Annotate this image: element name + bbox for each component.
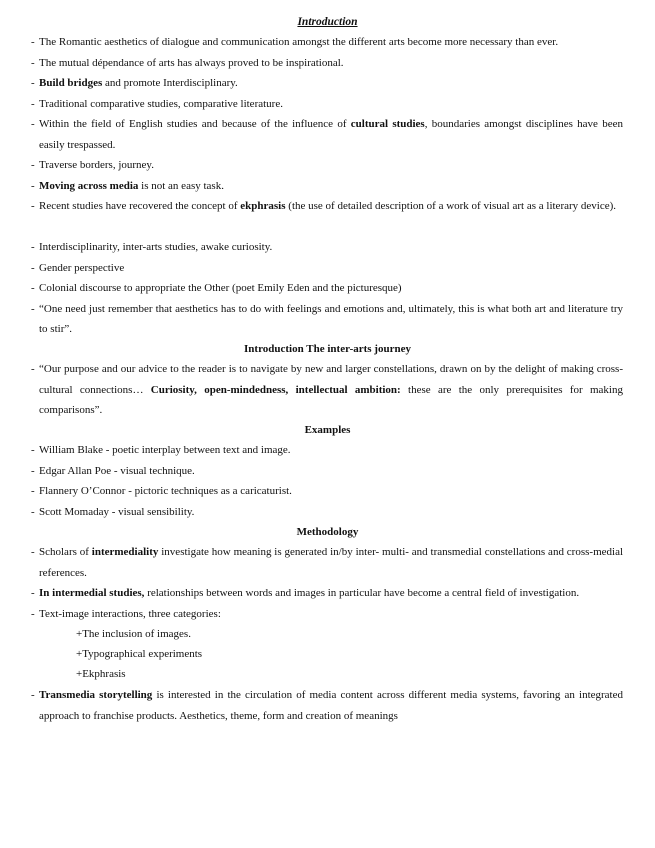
list-item: - Scholars of intermediality investigate how meaning is generated in/by inter- multi- and transmedial constellations and cross-medial references. bbox=[31, 546, 624, 579]
list-item: - Recent studies have recovered the concept of ekphrasis (the use of detailed description of a work of visual art as a literary device). bbox=[31, 200, 617, 212]
list-item: - “Our purpose and our advice to the reader is to navigate by new and larger constellations, drawn on by the delight of making cross-cultural connections… Curiosity, open-mindedness, intellectual ambition: these are the only prerequisites for making comparisons”. bbox=[31, 363, 623, 416]
list-item: - Flannery O’Connor - pictoric techniques as a caricaturist. bbox=[31, 485, 292, 497]
list-item: - “One need just remember that aesthetics has to do with feelings and emotions and, ultimately, this is what both art and literature try to stir”. bbox=[31, 302, 623, 335]
list-item: - William Blake - poetic interplay between text and image. bbox=[31, 444, 291, 456]
list-item: - Scott Momaday - visual sensibility. bbox=[31, 505, 195, 518]
list-item: - Interdisciplinarity, inter-arts studies, awake curiosity. bbox=[31, 241, 273, 253]
list-item: - Moving across media is not an easy task. bbox=[31, 179, 224, 192]
list-item: - Within the field of English studies and because of the influence of cultural studies, boundaries amongst disciplines have been easily trespassed. bbox=[31, 118, 623, 151]
category-item: +The inclusion of images. bbox=[76, 627, 191, 640]
list-item: - The mutual dépendance of arts has always proved to be inspirational. bbox=[31, 56, 344, 69]
section-heading-inter-arts: Introduction The inter-arts journey bbox=[244, 343, 411, 355]
list-item: - In intermedial studies, relationships between words and images in particular have become a central field of investigation. bbox=[31, 587, 580, 599]
list-item: - Build bridges and promote Interdisciplinary. bbox=[31, 77, 238, 89]
list-item: - Traditional comparative studies, comparative literature. bbox=[31, 97, 283, 110]
section-heading-examples: Examples bbox=[304, 424, 351, 436]
category-item: +Typographical experiments bbox=[76, 647, 203, 660]
list-item: - The Romantic aesthetics of dialogue and communication amongst the different arts become more necessary than ever. bbox=[31, 36, 559, 48]
section-heading-methodology: Methodology bbox=[296, 526, 359, 538]
category-item: +Ekphrasis bbox=[76, 667, 126, 680]
list-item: - Transmedia storytelling is interested in the circulation of media content across different media systems, favoring an integrated approach to franchise products. Aesthetics, theme, form and creation of meanings bbox=[31, 689, 623, 722]
list-item: - Edgar Allan Poe - visual technique. bbox=[31, 464, 195, 477]
page-title: Introduction bbox=[297, 16, 358, 28]
list-item: - Gender perspective bbox=[31, 261, 125, 274]
list-item: - Colonial discourse to appropriate the Other (poet Emily Eden and the picturesque) bbox=[31, 282, 402, 294]
list-item: - Traverse borders, journey. bbox=[31, 159, 154, 171]
list-item: - Text-image interactions, three categories: bbox=[31, 607, 221, 620]
